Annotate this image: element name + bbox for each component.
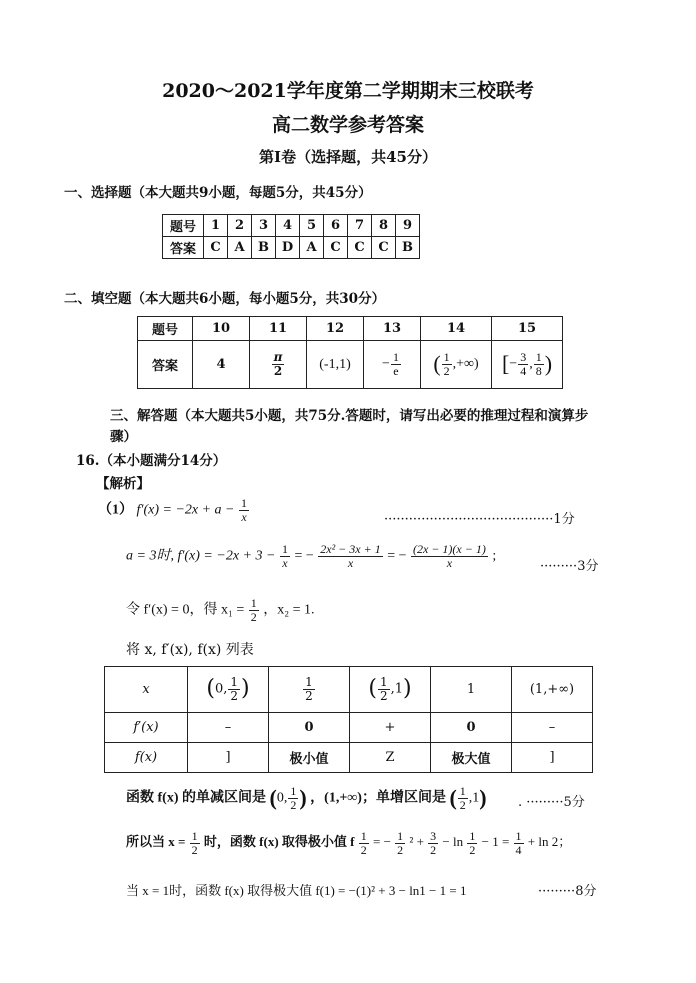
left-paren: ( <box>368 676 377 702</box>
table-row <box>138 317 563 341</box>
sign-cell: 0 <box>431 713 512 743</box>
table-row <box>138 341 563 389</box>
fraction-numerator: 1 <box>360 829 367 843</box>
fraction <box>391 351 401 377</box>
page-subtitle: 高二数学参考答案 <box>271 114 424 136</box>
answer-cell: 4 <box>193 341 250 389</box>
question-number: 9 <box>396 215 420 237</box>
left-paren: ( <box>433 351 441 377</box>
question-number: 8 <box>372 215 396 237</box>
fraction-numerator: 1 <box>191 829 198 843</box>
step5-text-mid: ，(1,+∞)；单增区间是 <box>310 790 446 806</box>
sign-cell: – <box>188 713 269 743</box>
minus-ln: − ln <box>442 834 464 850</box>
answer-cell: A <box>300 237 324 259</box>
left-paren: ( <box>449 785 457 811</box>
fraction <box>239 497 249 523</box>
table-row <box>105 743 593 773</box>
fraction <box>280 543 290 569</box>
fraction-denominator: 8 <box>535 364 542 378</box>
minus-sign: − <box>509 356 518 372</box>
question-number: 12 <box>307 317 364 341</box>
fraction-denominator: x <box>347 555 354 570</box>
step4-line: 将 x, f′(x), f(x) 列表 <box>126 642 254 658</box>
answer-cell: C <box>204 237 228 259</box>
fill-answer-table <box>137 316 563 389</box>
right-paren: ) <box>544 351 553 377</box>
answer-cell: D <box>276 237 300 259</box>
table-row <box>105 667 593 713</box>
fraction <box>249 597 259 623</box>
section3-heading: 三、解答题（本大题共5小题，共75分.答题时，请写出必要的推理过程和演算步 <box>110 408 589 424</box>
choice-answer-table <box>162 214 420 259</box>
fraction-denominator: 4 <box>515 842 522 857</box>
question-number: 6 <box>324 215 348 237</box>
fraction-denominator: 2 <box>430 842 437 857</box>
fraction-denominator: 2 <box>360 842 367 857</box>
table-row <box>163 237 420 259</box>
fraction-denominator: 2 <box>230 689 239 703</box>
interval-end: ,1 <box>390 682 404 697</box>
fraction-denominator: x <box>241 509 247 524</box>
fraction-denominator: x <box>446 555 453 570</box>
fraction-denominator: e <box>393 364 399 378</box>
fraction <box>534 351 544 377</box>
fraction <box>442 351 452 377</box>
page-title: 2020～2021学年度第二学期期末三校联考 <box>162 80 534 102</box>
question-number: 14 <box>421 317 492 341</box>
fraction-denominator: 2 <box>305 689 313 703</box>
fraction <box>190 830 200 856</box>
fraction-numerator: 1 <box>459 784 466 798</box>
table-row <box>163 215 420 237</box>
question-number: 3 <box>252 215 276 237</box>
right-paren: ) <box>403 676 412 702</box>
fraction <box>458 785 468 811</box>
fraction-numerator: 1 <box>250 596 257 610</box>
equals: = − <box>373 834 391 850</box>
interval-end: ,1 <box>468 790 480 806</box>
fraction-denominator: 2 <box>191 842 198 857</box>
fraction <box>411 543 488 569</box>
fraction-numerator: 1 <box>443 350 450 365</box>
right-paren: ) <box>479 785 487 811</box>
fraction <box>514 830 524 856</box>
fraction-numerator: 1 <box>392 350 399 365</box>
right-paren: ) <box>299 785 307 811</box>
question-number: 1 <box>204 215 228 237</box>
fraction-numerator: 1 <box>397 829 404 843</box>
score-marker: ·········································1分 <box>384 512 575 527</box>
answer-cell <box>364 341 421 389</box>
answer-cell: A <box>228 237 252 259</box>
equals: = − <box>294 548 314 564</box>
step6-text-mid: 时，函数 f(x) 取得极小值 f <box>203 834 355 850</box>
fraction-denominator: 2 <box>459 797 466 812</box>
fraction-denominator: x <box>282 555 288 570</box>
step7-line: 当 x = 1时，函数 f(x) 取得极大值 f(1) = −(1)² + 3 − ln1 − 1 = 1 <box>126 883 467 898</box>
fraction <box>303 676 315 702</box>
fraction <box>395 830 405 856</box>
step2-expr: a = 3时, f′(x) = −2x + 3 − <box>126 548 276 564</box>
question-number: 7 <box>348 215 372 237</box>
derivative-expr: f′(x) = −2x + a − <box>136 502 235 518</box>
step5-text: 函数 f(x) 的单减区间是 <box>126 790 266 806</box>
answer-cell: C <box>324 237 348 259</box>
answer-cell <box>250 341 307 389</box>
step3-text: 令 f′(x) = 0，得 x₁ = <box>126 602 245 618</box>
step6-line <box>126 830 571 856</box>
fraction-denominator: 2 <box>290 797 297 812</box>
q16-title: 16.（本小题满分14分） <box>76 453 227 469</box>
step3-text-end: ，x₂ = 1. <box>263 602 315 618</box>
fraction <box>359 830 369 856</box>
row-label: f(x) <box>105 743 188 773</box>
left-paren: ( <box>269 785 277 811</box>
square-plus: ² + <box>409 834 424 850</box>
question-number: 15 <box>492 317 563 341</box>
fraction <box>318 543 382 569</box>
answer-cell: (-1,1) <box>307 341 364 389</box>
fraction-numerator: 3 <box>520 350 527 365</box>
trend-cell: ] <box>512 743 593 773</box>
row-label: 题号 <box>138 317 193 341</box>
fraction <box>467 830 477 856</box>
fraction-numerator: 1 <box>305 675 313 690</box>
score-marker: . ·········5分 <box>518 795 585 810</box>
fraction-denominator: 2 <box>443 364 450 378</box>
fraction-numerator: 1 <box>281 542 288 556</box>
sign-table <box>104 666 593 773</box>
fraction <box>428 830 438 856</box>
step6-text: 所以当 x = <box>126 834 186 850</box>
left-bracket: [ <box>501 351 510 377</box>
trend-cell: ] <box>188 743 269 773</box>
row-label: 答案 <box>138 341 193 389</box>
fraction-numerator: 3 <box>430 829 437 843</box>
question-number: 2 <box>228 215 252 237</box>
trend-cell: 极大值 <box>431 743 512 773</box>
fraction-denominator: 2 <box>469 842 476 857</box>
minus-sign: − <box>382 356 390 372</box>
fraction-numerator: π <box>273 350 283 365</box>
sign-cell: 0 <box>269 713 350 743</box>
fraction-numerator: 1 <box>515 829 522 843</box>
fraction-denominator: 2 <box>397 842 404 857</box>
score-marker: ·········3分 <box>540 559 599 574</box>
interval-cell <box>188 667 269 713</box>
question-number: 11 <box>250 317 307 341</box>
score-marker: ·········8分 <box>538 884 597 899</box>
row-label: f′(x) <box>105 713 188 743</box>
part-title: 第Ⅰ卷（选择题，共45分） <box>259 148 437 166</box>
interval-cell <box>350 667 431 713</box>
answer-cell: C <box>348 237 372 259</box>
sign-cell: – <box>512 713 593 743</box>
interval-start: 0, <box>276 790 288 806</box>
fraction-numerator: 1 <box>535 350 542 365</box>
question-number: 13 <box>364 317 421 341</box>
step1-line <box>98 497 250 523</box>
answer-cell: B <box>396 237 420 259</box>
fraction-denominator: 2 <box>250 609 257 624</box>
minus-one: − 1 = <box>481 834 510 850</box>
point-cell: 1 <box>431 667 512 713</box>
answer-cell: B <box>252 237 276 259</box>
question-number: 4 <box>276 215 300 237</box>
semicolon: ; <box>492 548 497 564</box>
step1-prefix: （1） <box>98 502 133 518</box>
fraction <box>378 676 390 702</box>
fraction-denominator: 4 <box>520 364 527 378</box>
fraction-numerator: 1 <box>379 675 388 690</box>
interval-end: ,+∞) <box>452 356 479 372</box>
table-row <box>105 713 593 743</box>
fraction-numerator: 1 <box>290 784 297 798</box>
step2-line <box>126 543 496 569</box>
equals: = − <box>387 548 407 564</box>
plus-ln2: + ln 2； <box>527 834 572 850</box>
fraction-denominator: 2 <box>273 364 283 378</box>
left-paren: ( <box>206 676 215 702</box>
point-cell <box>269 667 350 713</box>
fraction-numerator: 1 <box>230 675 239 690</box>
answer-cell <box>421 341 492 389</box>
sign-cell: + <box>350 713 431 743</box>
section3-heading-cont: 骤） <box>110 429 137 445</box>
step5-line <box>126 785 487 811</box>
section1-heading: 一、选择题（本大题共9小题，每题5分，共45分） <box>64 185 372 201</box>
trend-cell: Z <box>350 743 431 773</box>
question-number: 5 <box>300 215 324 237</box>
row-label: 题号 <box>163 215 204 237</box>
fraction-numerator: 1 <box>469 829 476 843</box>
header-x: x <box>105 667 188 713</box>
answer-cell <box>492 341 563 389</box>
fraction <box>272 351 285 377</box>
comma: , <box>529 356 533 372</box>
interval-cell: (1,+∞) <box>512 667 593 713</box>
analysis-label: 【解析】 <box>96 476 150 492</box>
trend-cell: 极小值 <box>269 743 350 773</box>
fraction-numerator: 1 <box>241 496 247 510</box>
right-paren: ) <box>241 676 250 702</box>
fraction-numerator: 2x² − 3x + 1 <box>320 542 381 556</box>
fraction <box>518 351 528 377</box>
answer-cell: C <box>372 237 396 259</box>
row-label: 答案 <box>163 237 204 259</box>
fraction <box>288 785 298 811</box>
fraction <box>228 676 240 702</box>
section2-heading: 二、填空题（本大题共6小题，每小题5分，共30分） <box>64 291 386 307</box>
step3-line <box>126 597 315 623</box>
interval-start: 0, <box>214 682 228 697</box>
question-number: 10 <box>193 317 250 341</box>
fraction-denominator: 2 <box>379 689 388 703</box>
fraction-numerator: (2x − 1)(x − 1) <box>413 542 486 556</box>
